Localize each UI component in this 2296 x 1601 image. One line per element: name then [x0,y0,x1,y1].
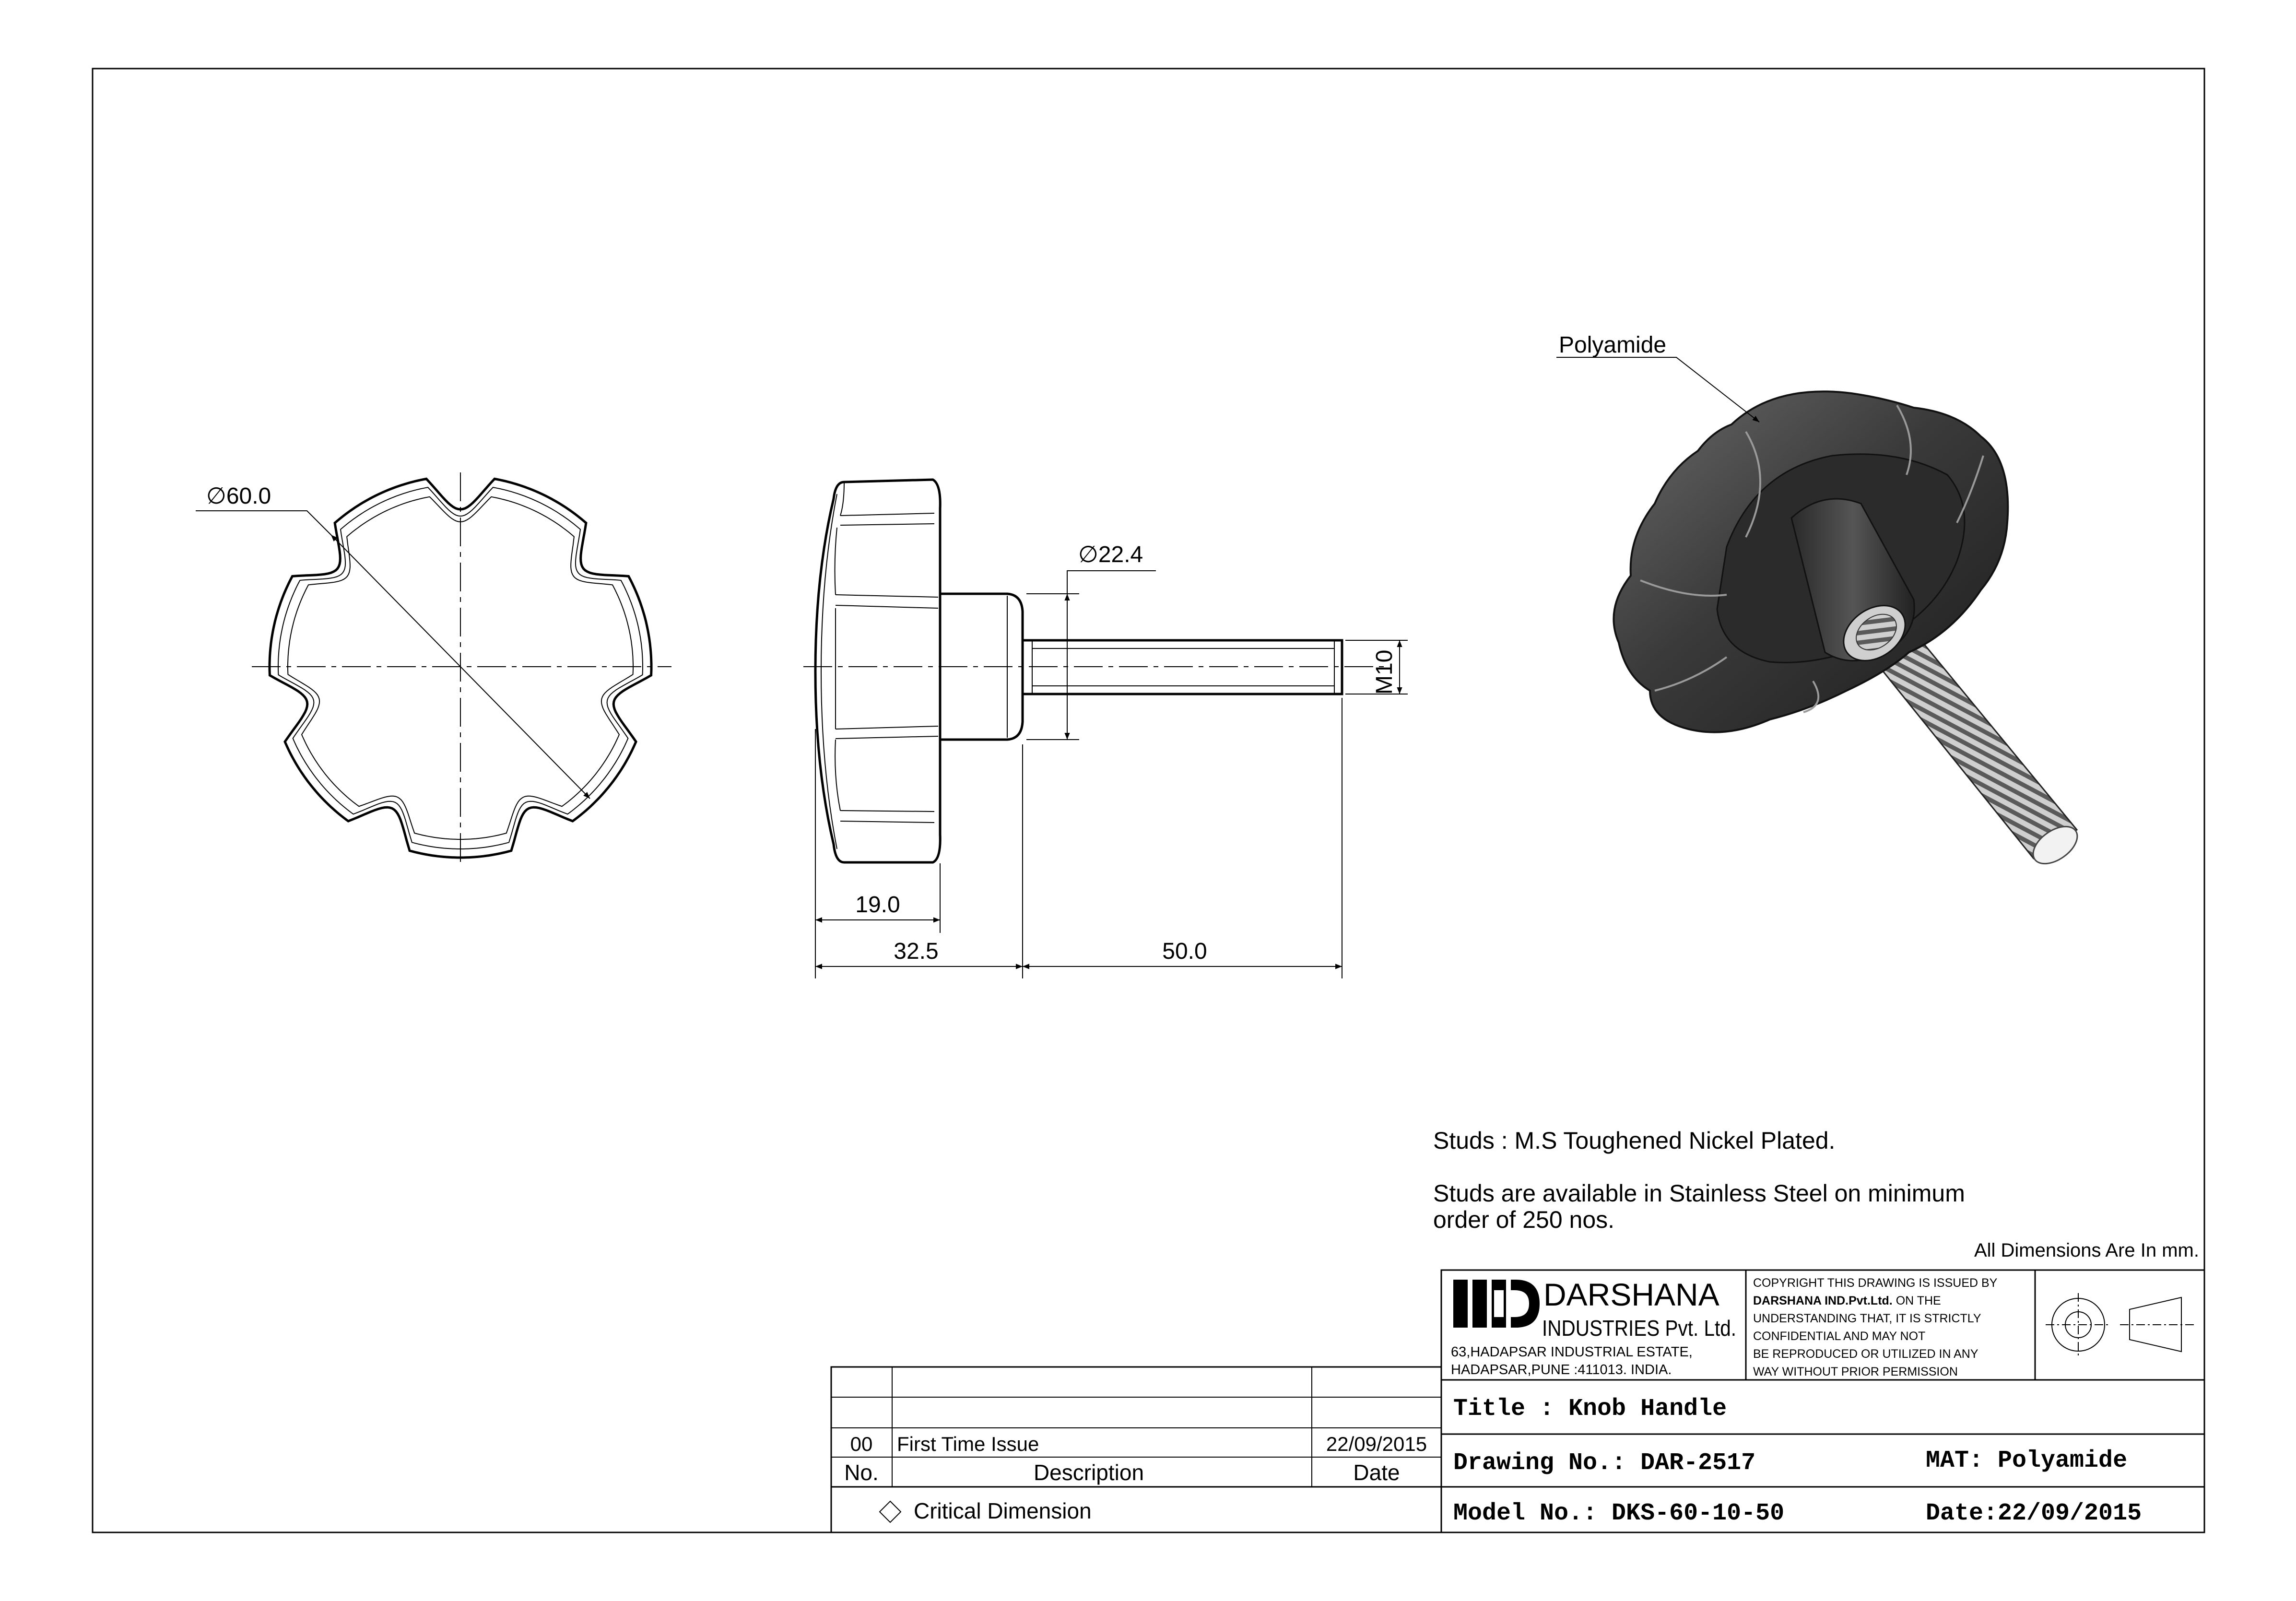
copyright-company: DARSHANA IND.Pvt.Ltd. [1753,1294,1893,1307]
copyright-notice [1753,1276,1998,1378]
notes [1433,1127,2199,1261]
note-stainless-line2: order of 250 nos. [1433,1206,1615,1233]
copyright-line3: UNDERSTANDING THAT, IT IS STRICTLY [1753,1312,1981,1325]
critical-dimension-legend: Critical Dimension [914,1498,1092,1523]
revision-header-no: No. [844,1460,879,1485]
revision-row-date: 22/09/2015 [1326,1433,1427,1455]
hub-diameter-label: ∅22.4 [1078,542,1143,567]
company-address-line1: 63,HADAPSAR INDUSTRIAL ESTATE, [1451,1344,1693,1360]
drawing-number: Drawing No.: DAR-2517 [1453,1449,1756,1477]
company-address-line2: HADAPSAR,PUNE :411013. INDIA. [1451,1362,1672,1377]
title-block [1441,1270,2204,1532]
critical-dimension-diamond-icon [880,1501,901,1522]
revision-row [850,1433,1427,1455]
iso-material-callout: Polyamide [1559,332,1667,358]
company-logo [1453,1280,1540,1328]
model-number: Model No.: DKS-60-10-50 [1453,1500,1785,1527]
copyright-line6: WAY WITHOUT PRIOR PERMISSION [1753,1365,1958,1378]
revision-row-description: First Time Issue [897,1433,1039,1455]
side-view [803,480,1408,978]
knob-side-outline [815,480,940,862]
revision-table [831,1367,1441,1532]
note-studs: Studs : M.S Toughened Nickel Plated. [1433,1127,1836,1154]
company-name: DARSHANA [1543,1277,1719,1312]
copyright-line4: CONFIDENTIAL AND MAY NOT [1753,1330,1926,1343]
hub-diameter-leader [1067,571,1156,594]
drawing-date: Date:22/09/2015 [1926,1500,2142,1527]
note-stainless-line1: Studs are available in Stainless Steel on minimum [1433,1180,1965,1207]
drawing-material: MAT: Polyamide [1926,1447,2128,1474]
revision-row-no: 00 [850,1433,873,1455]
thread-label: M10 [1372,649,1397,695]
front-view [196,472,671,863]
front-diameter-leader [196,511,331,535]
stud-length-label: 50.0 [1162,939,1207,964]
revision-header-description: Description [1033,1460,1144,1485]
company-subname: INDUSTRIES Pvt. Ltd. [1542,1316,1736,1341]
front-diameter-label: ∅60.0 [206,483,271,509]
iso-material-leader [1556,357,1759,422]
copyright-line2-rest: ON THE [1892,1294,1941,1307]
copyright-line1: COPYRIGHT THIS DRAWING IS ISSUED BY [1753,1276,1998,1290]
knob-thickness-label: 19.0 [855,892,900,918]
copyright-line5: BE REPRODUCED OR UTILIZED IN ANY [1753,1347,1978,1361]
knob-length-label: 32.5 [894,939,939,964]
isometric-view [1556,332,2084,871]
revision-header-date: Date [1353,1460,1400,1485]
copyright-line2 [1753,1294,1941,1307]
drawing-title: Title : Knob Handle [1453,1395,1727,1423]
projection-symbol-icon [2046,1293,2194,1356]
knob-side-grip-bands [835,482,938,823]
note-units: All Dimensions Are In mm. [1974,1240,2199,1261]
